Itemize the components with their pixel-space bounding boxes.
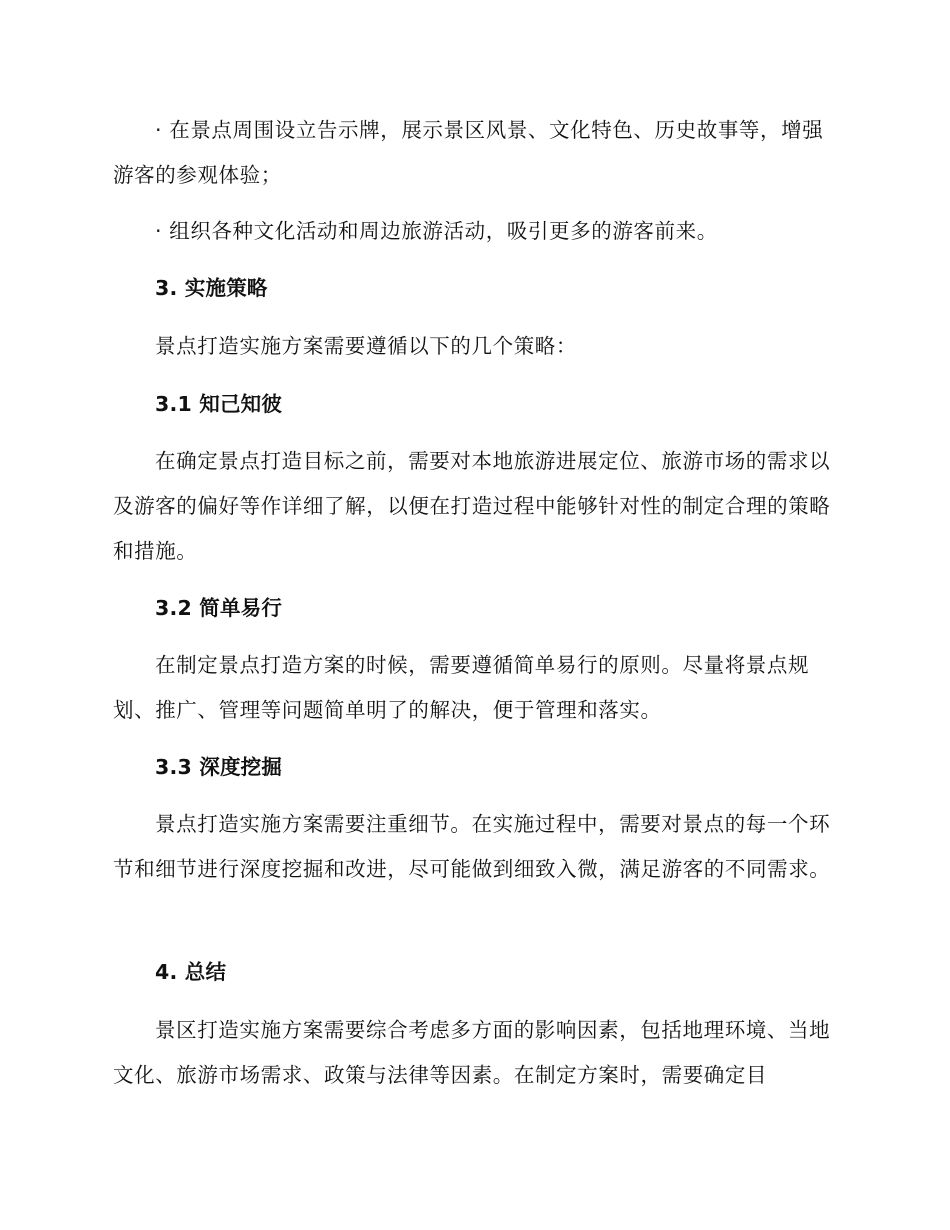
- section-3-2-paragraph: 在制定景点打造方案的时候，需要遵循简单易行的原则。尽量将景点规划、推广、管理等问题简单明了的解决，便于管理和落实。: [113, 653, 810, 722]
- section-3-1-paragraph: 在确定景点打造目标之前，需要对本地旅游进展定位、旅游市场的需求以及游客的偏好等作详细了解，以便在打造过程中能够针对性的制定合理的策略和措施。: [113, 449, 831, 563]
- section-heading-3-2: 3.2 简单易行: [155, 596, 283, 620]
- section-heading-3-3: 3.3 深度挖掘: [155, 755, 283, 779]
- section-heading-3: 3. 实施策略: [155, 276, 268, 300]
- section-4-paragraph: 景区打造实施方案需要综合考虑多方面的影响因素，包括地理环境、当地文化、旅游市场需求、政策与法律等因素。在制定方案时，需要确定目: [113, 1018, 831, 1087]
- section-heading-3-1: 3.1 知己知彼: [155, 392, 283, 416]
- bullet-signage: · 在景点周围设立告示牌，展示景区风景、文化特色、历史故事等，增强游客的参观体验；: [113, 118, 824, 187]
- section-3-intro: 景点打造实施方案需要遵循以下的几个策略：: [155, 334, 577, 358]
- bullet-activities: · 组织各种文化活动和周边旅游活动，吸引更多的游客前来。: [155, 219, 718, 243]
- section-3-3-paragraph: 景点打造实施方案需要注重细节。在实施过程中，需要对景点的每一个环节和细节进行深度挖掘和改进，尽可能做到细致入微，满足游客的不同需求。: [113, 812, 831, 881]
- section-heading-4: 4. 总结: [155, 960, 227, 984]
